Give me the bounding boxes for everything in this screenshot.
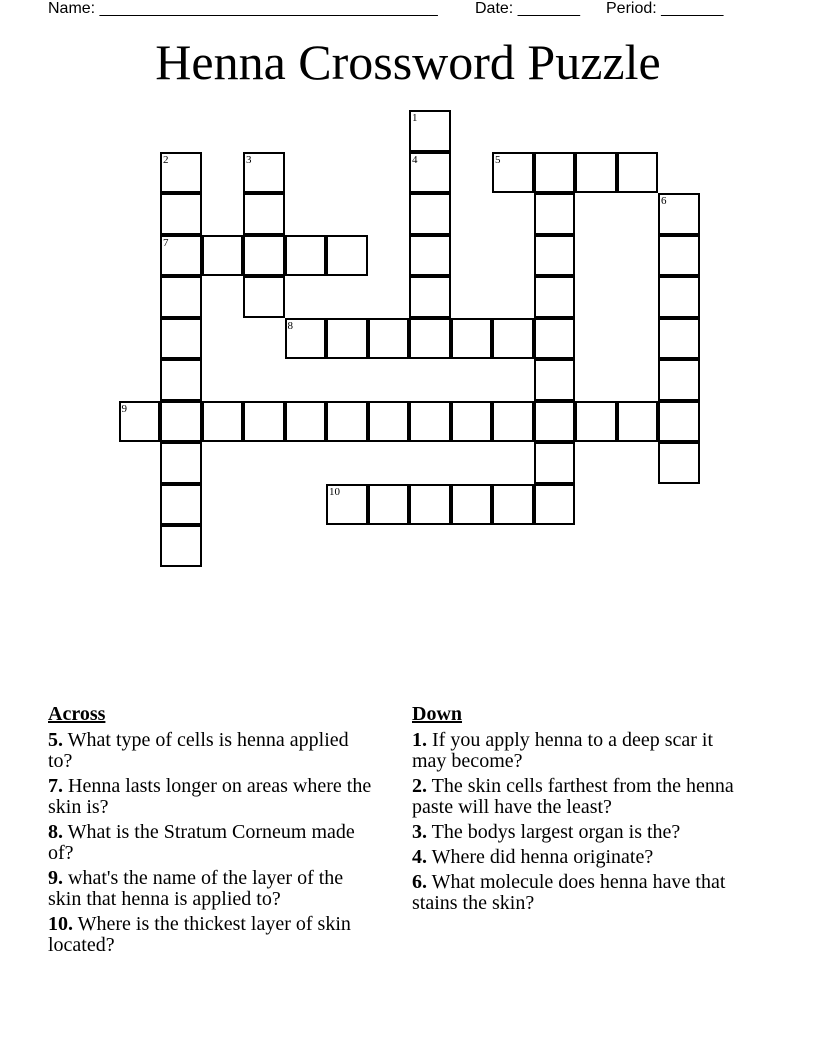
grid-cell[interactable] — [534, 359, 576, 401]
grid-cell[interactable] — [492, 152, 534, 194]
clue-text: Where did henna originate? — [431, 846, 654, 868]
across-clues — [48, 702, 378, 960]
grid-cell[interactable] — [409, 276, 451, 318]
clue-number: 4 — [412, 153, 418, 166]
grid-cell[interactable] — [409, 110, 451, 152]
grid-cell[interactable] — [409, 193, 451, 235]
clue-number: 5. — [48, 729, 63, 751]
down-clue — [412, 847, 742, 868]
clue-text: Where is the thickest layer of skin located? — [48, 913, 351, 956]
clue-number: 4. — [412, 846, 427, 868]
grid-cell[interactable] — [326, 235, 368, 277]
across-clue — [48, 730, 378, 772]
grid-cell[interactable] — [368, 401, 410, 443]
clue-number: 1. — [412, 729, 427, 751]
grid-cell[interactable] — [160, 152, 202, 194]
grid-cell[interactable] — [534, 235, 576, 277]
grid-cell[interactable] — [160, 525, 202, 567]
down-clue-list — [412, 730, 742, 914]
down-clue — [412, 822, 742, 843]
clue-number: 6. — [412, 871, 427, 893]
down-heading: Down — [412, 703, 463, 725]
grid-cell[interactable] — [160, 235, 202, 277]
clue-text: What type of cells is henna applied to? — [48, 729, 349, 772]
grid-cell[interactable] — [575, 152, 617, 194]
clue-number: 10. — [48, 913, 73, 935]
grid-cell[interactable] — [451, 318, 493, 360]
clue-text: The bodys largest organ is the? — [431, 821, 681, 843]
grid-cell[interactable] — [658, 359, 700, 401]
clue-number: 3. — [412, 821, 427, 843]
across-heading: Across — [48, 703, 106, 725]
clue-number: 7 — [163, 236, 169, 249]
grid-cell[interactable] — [617, 152, 659, 194]
grid-cell[interactable] — [658, 442, 700, 484]
clue-number: 2. — [412, 775, 427, 797]
grid-cell[interactable] — [160, 401, 202, 443]
clue-number: 8. — [48, 821, 63, 843]
grid-cell[interactable] — [492, 401, 534, 443]
grid-cell[interactable] — [160, 193, 202, 235]
grid-cell[interactable] — [243, 276, 285, 318]
period-field-label[interactable]: Period: _______ — [606, 0, 724, 17]
clue-number: 10 — [329, 485, 340, 498]
grid-cell[interactable] — [160, 442, 202, 484]
grid-cell[interactable] — [202, 401, 244, 443]
clue-number: 2 — [163, 153, 169, 166]
name-field-label[interactable]: Name: ______________________________________ — [48, 0, 438, 17]
clue-text: Henna lasts longer on areas where the skin is? — [48, 775, 372, 818]
clue-text: The skin cells farthest from the henna paste will have the least? — [412, 775, 734, 818]
across-clue — [48, 776, 378, 818]
grid-cell[interactable] — [243, 235, 285, 277]
grid-cell[interactable] — [658, 401, 700, 443]
clue-number: 7. — [48, 775, 63, 797]
clue-number: 3 — [246, 153, 252, 166]
grid-cell[interactable] — [409, 484, 451, 526]
clue-number: 9 — [121, 402, 127, 415]
grid-cell[interactable] — [409, 401, 451, 443]
grid-cell[interactable] — [160, 484, 202, 526]
grid-cell[interactable] — [658, 276, 700, 318]
date-field-label[interactable]: Date: _______ — [475, 0, 580, 17]
down-clues — [412, 702, 742, 918]
clue-number: 9. — [48, 867, 63, 889]
grid-cell[interactable] — [243, 193, 285, 235]
grid-cell[interactable] — [119, 401, 161, 443]
clue-number: 6 — [661, 195, 667, 207]
grid-cell[interactable] — [534, 152, 576, 194]
clue-text: What molecule does henna have that stains the skin? — [412, 871, 726, 914]
grid-cell[interactable] — [492, 318, 534, 360]
across-clue — [48, 914, 378, 956]
grid-cell[interactable] — [451, 401, 493, 443]
grid-cell[interactable] — [409, 152, 451, 194]
grid-cell[interactable] — [658, 235, 700, 277]
grid-cell[interactable] — [368, 484, 410, 526]
grid-cell[interactable] — [243, 401, 285, 443]
grid-cell[interactable] — [202, 235, 244, 277]
grid-cell[interactable] — [368, 318, 410, 360]
across-clue — [48, 822, 378, 864]
grid-cell[interactable] — [160, 318, 202, 360]
grid-cell[interactable] — [658, 318, 700, 360]
grid-cell[interactable] — [534, 401, 576, 443]
down-clue — [412, 730, 742, 772]
grid-cell[interactable] — [285, 401, 327, 443]
grid-cell[interactable] — [409, 318, 451, 360]
clue-text: what's the name of the layer of the skin that henna is applied to? — [48, 867, 344, 910]
grid-cell[interactable] — [617, 401, 659, 443]
grid-cell[interactable] — [326, 318, 368, 360]
grid-cell[interactable] — [534, 442, 576, 484]
clue-number: 8 — [287, 319, 293, 332]
clue-text: If you apply henna to a deep scar it may become? — [412, 729, 714, 772]
clue-number: 1 — [412, 112, 418, 124]
grid-cell[interactable] — [534, 193, 576, 235]
grid-cell[interactable] — [534, 318, 576, 360]
grid-cell[interactable] — [285, 235, 327, 277]
grid-cell[interactable] — [575, 401, 617, 443]
grid-cell[interactable] — [160, 276, 202, 318]
clue-number: 5 — [495, 153, 501, 166]
grid-cell[interactable] — [492, 484, 534, 526]
grid-cell[interactable] — [534, 484, 576, 526]
grid-cell[interactable] — [326, 484, 368, 526]
grid-cell[interactable] — [285, 318, 327, 360]
grid-cell[interactable] — [534, 276, 576, 318]
grid-cell[interactable] — [451, 484, 493, 526]
grid-cell[interactable] — [658, 193, 700, 235]
across-clue-list — [48, 730, 378, 956]
grid-cell[interactable] — [243, 152, 285, 194]
grid-cell[interactable] — [160, 359, 202, 401]
down-clue — [412, 872, 742, 914]
grid-cell[interactable] — [409, 235, 451, 277]
clue-text: What is the Stratum Corneum made of? — [48, 821, 355, 864]
grid-cell[interactable] — [326, 401, 368, 443]
puzzle-title: Henna Crossword Puzzle — [155, 34, 661, 90]
down-clue — [412, 776, 742, 818]
across-clue — [48, 868, 378, 910]
